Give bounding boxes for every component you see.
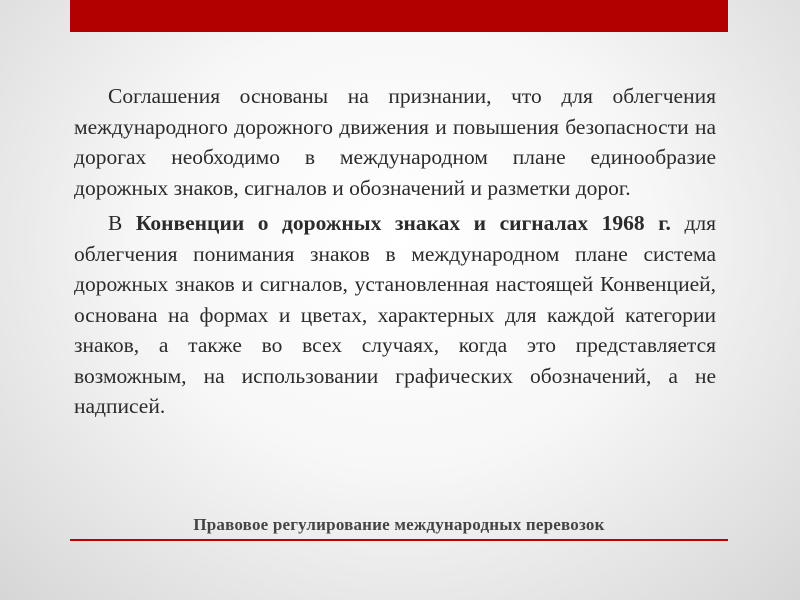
slide-body	[74, 81, 716, 422]
convention-title: Конвенции о дорожных знаках и сигналах 1968 г.	[135, 211, 671, 235]
footer-title: Правовое регулирование международных перевозок	[193, 515, 605, 534]
paragraph-agreements: Соглашения основаны на признании, что для облегчения международного дорожного движения и повышения безопасности на дорогах необходимо в международном плане единообразие дорожных знаков, сигналов и обозначений и разметки дорог.	[74, 84, 716, 200]
paragraph-convention	[74, 208, 716, 422]
paragraph-convention-lead: В	[108, 211, 136, 235]
top-accent-bar	[70, 0, 728, 32]
paragraph-convention-rest: для облегчения понимания знаков в международном плане система дорожных знаков и сигналов, установленная настоящей Конвенцией, основана на формах и цветах, характерных для каждой категории знаков, а также во всех случаях, когда это представляется возможным, на использовании графических обозначений, а не надписей.	[74, 211, 716, 418]
footer-divider	[70, 539, 728, 541]
